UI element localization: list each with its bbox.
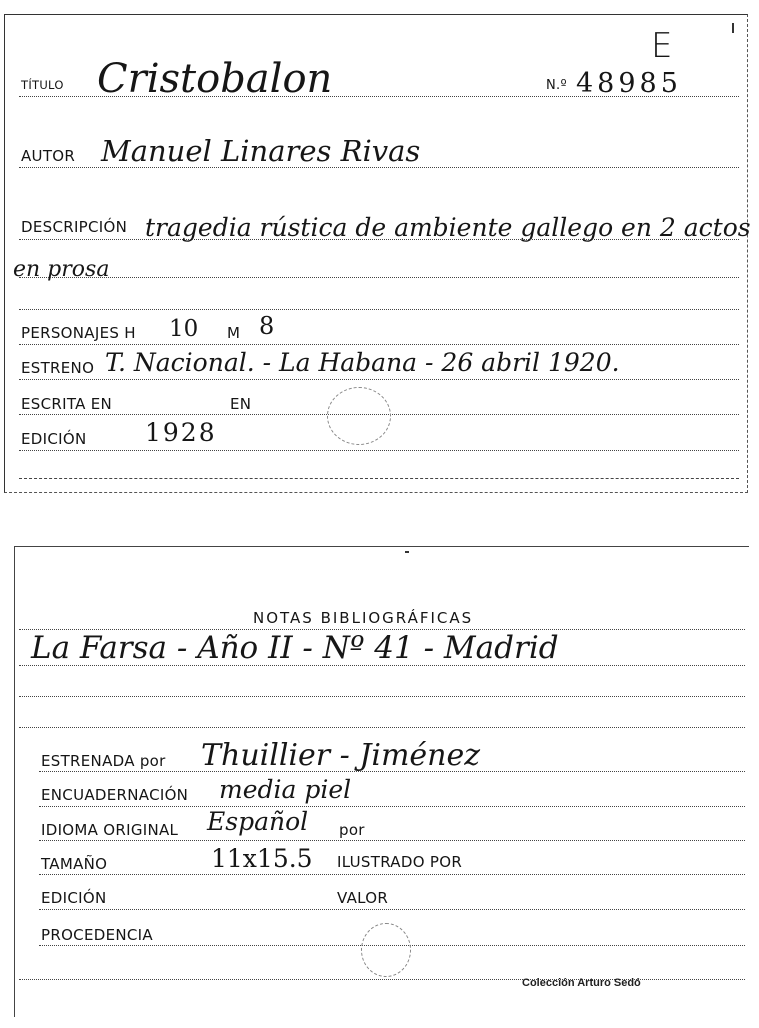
personajes-label: PERSONAJES H	[21, 324, 136, 342]
titulo-label: TÍTULO	[21, 78, 64, 92]
descripcion-line1: tragedia rústica de ambiente gallego en 2 actos	[145, 213, 751, 242]
descripcion-line2: en prosa	[13, 257, 110, 282]
autor-value: Manuel Linares Rivas	[101, 134, 421, 168]
encuadernacion-label: ENCUADERNACIÓN	[41, 786, 189, 804]
personajes-m-label: M	[227, 324, 241, 342]
idioma-rule	[39, 840, 745, 841]
numero-label: N.º	[546, 78, 567, 93]
tamano-rule	[39, 874, 745, 875]
valor-label: VALOR	[337, 889, 389, 907]
estreno-value: T. Nacional. - La Habana - 26 abril 1920.	[105, 348, 620, 377]
estrenada-rule	[39, 771, 745, 772]
notas-rule-2	[19, 665, 745, 666]
scan-speck	[405, 551, 409, 553]
descripcion-rule-3	[19, 309, 739, 310]
personajes-rule	[19, 344, 739, 345]
escrita-en2-label: EN	[230, 395, 252, 413]
catalog-card-front	[4, 14, 751, 493]
estrenada-value: Thuillier - Jiménez	[201, 738, 481, 773]
personajes-h-value: 10	[169, 316, 199, 342]
edicion-value: 1928	[145, 418, 217, 447]
notas-label: NOTAS BIBLIOGRÁFICAS	[253, 609, 474, 627]
personajes-m-value: 8	[259, 312, 275, 340]
encuadernacion-value: media piel	[219, 775, 352, 804]
notas-value: La Farsa - Año II - Nº 41 - Madrid	[31, 630, 559, 666]
edicion-back-rule	[39, 909, 745, 910]
por-label: por	[339, 821, 365, 839]
numero-value: 48985	[576, 68, 682, 99]
autor-rule	[19, 167, 739, 168]
estrenada-label: ESTRENADA por	[41, 752, 166, 770]
notas-rule-4	[19, 727, 745, 728]
back-edicion-label: EDICIÓN	[41, 889, 107, 907]
edicion-label: EDICIÓN	[21, 430, 87, 448]
idioma-value: Español	[207, 807, 309, 836]
descripcion-label: DESCRIPCIÓN	[21, 218, 128, 236]
titulo-rule	[19, 96, 739, 97]
ilustrado-label: ILUSTRADO POR	[337, 853, 463, 871]
coleccion-label: Colección Arturo Sedó	[522, 977, 641, 989]
estreno-rule	[19, 379, 739, 380]
idioma-label: IDIOMA ORIGINAL	[41, 821, 179, 839]
descripcion-rule-1	[19, 239, 739, 240]
faint-stamp-back	[361, 923, 411, 977]
catalog-card-back	[14, 546, 749, 1017]
notas-rule-3	[19, 696, 745, 697]
escrita-en-label: ESCRITA EN	[21, 395, 113, 413]
encuadernacion-rule	[39, 806, 745, 807]
bottom-rule	[19, 478, 739, 479]
estreno-label: ESTRENO	[21, 359, 95, 377]
scan-speck	[732, 23, 734, 33]
faint-stamp	[327, 387, 391, 445]
tamano-value: 11x15.5	[211, 844, 313, 873]
titulo-value: Cristobalon	[97, 56, 333, 102]
descripcion-rule-2	[19, 277, 739, 278]
edicion-rule	[19, 450, 739, 451]
procedencia-label: PROCEDENCIA	[41, 926, 153, 944]
autor-label: AUTOR	[21, 147, 76, 165]
corner-mark: E	[651, 26, 673, 66]
tamano-label: TAMAÑO	[41, 855, 108, 873]
